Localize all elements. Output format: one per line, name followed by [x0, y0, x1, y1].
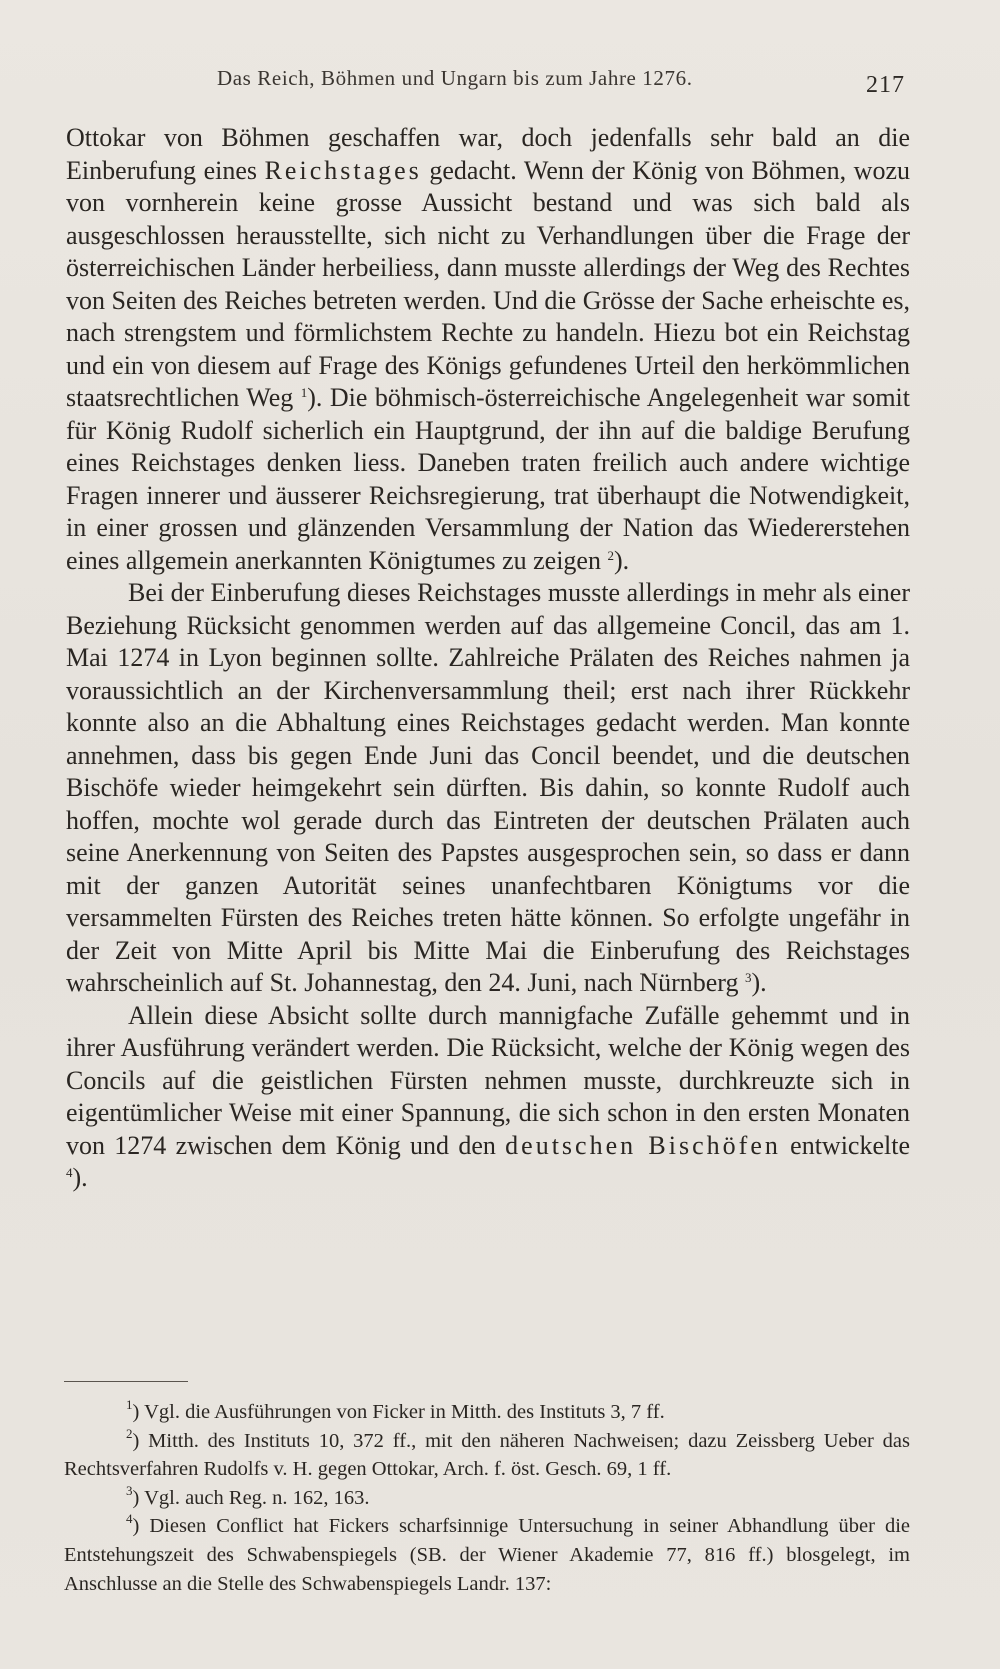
footnote-text: ) Vgl. auch Reg. n. 162, 163.	[132, 1486, 370, 1509]
footnote-ref-1: 1	[300, 385, 308, 400]
paragraph-2-text: Bei der Einberufung dieses Reichstages musste allerdings in mehr als einer Beziehung Rücksicht genommen werden auf das allgemeine Concil, das am 1. Mai 1274 in Lyon beginnen sollte. Zahlreiche Prälaten des Reiches nahmen ja voraussichtlich an der Kirchenversammlung theil; erst nach ihrer Rückkehr konnte also an die Abhaltung eines Reichstages gedacht werden. Man konnte annehmen, dass bis gegen Ende Juni das Concil beendet, und die deutschen Bischöfe wieder heimgekehrt sein dürften. Bis dahin, so konnte Rudolf auch hoffen, mochte wol gerade durch das Eintreten der deutschen Prälaten auch seine Anerkennung von Seiten des Papstes ausgesprochen sein, so dass er dann mit der ganzen Autorität seines unanfechtbaren Königtums vor die versammelten Fürsten des Reiches treten hätte können. So erfolgte ungefähr in der Zeit von Mitte April bis Mitte Mai die Einberufung des Reichstages wahrscheinlich auf St. Johannestag, den 24. Juni, nach Nürnberg	[66, 578, 910, 997]
footnote-4	[64, 1512, 910, 1598]
paragraph-1-text: gedacht. Wenn der König von Böhmen, wozu von vornherein keine grosse Aussicht bestand und was sich bald als ausgeschlossen herausstellte, sich nicht zu Verhandlungen über die Frage der österreichischen Länder herbeiliess, dann musste allerdings der Weg des Rechtes von Seiten des Reiches betreten werden. Und die Grösse der Sache erheischte es, nach strengstem und förmlichstem Rechte zu handeln. Hiezu bot ein Reichstag und ein von diesem auf Frage des Königs gefundenes Urteil den herkömmlichen staatsrechtlichen Weg	[66, 155, 910, 412]
footnote-ref-4: 4	[66, 1165, 73, 1180]
paragraph-1-text: ). Die böhmisch-österreichische Angelegenheit war somit für König Rudolf sicherlich ein Hauptgrund, der ihn auf die baldige Berufung eines Reichstages denken liess. Daneben traten freilich auch andere wichtige Fragen innerer und äusserer Reichsregierung, trat überhaupt die Notwendigkeit, in einer grossen und glänzenden Versammlung der Nation das Wiedererstehen eines allgemein anerkannten Königtumes zu zeigen	[66, 383, 910, 575]
footnote-text: ) Vgl. die Ausführungen von Ficker in Mitth. des Instituts 3, 7 ff.	[132, 1401, 665, 1423]
footnote-mark: 2	[126, 1425, 133, 1441]
paragraph-1-text: ).	[613, 545, 630, 575]
footnote-mark: 1	[126, 1397, 133, 1412]
running-head	[0, 66, 1000, 106]
footnote-mark: 4	[126, 1511, 133, 1527]
footnote-3	[64, 1484, 910, 1513]
footnote-text: ) Mitth. des Instituts 10, 372 ff., mit den näheren Nachweisen; dazu Zeissberg Ueber das Rechtsverfahren Rudolfs v. H. gegen Ottokar, Arch. f. öst. Gesch. 69, 1 ff.	[64, 1429, 910, 1481]
paragraph-3	[66, 1000, 910, 1195]
paragraph-2-text: ).	[751, 968, 767, 997]
footnotes	[64, 1398, 910, 1598]
paragraph-2	[66, 577, 910, 1000]
body-text	[66, 122, 910, 1195]
footnote-1	[64, 1398, 910, 1427]
footnote-ref-2: 2	[607, 547, 614, 563]
page-number: 217	[866, 72, 905, 98]
paragraph-3-text: entwickelte	[780, 1130, 910, 1160]
paragraph-3-text: Allein diese Absicht sollte durch mannigfache Zufälle gehemmt und in ihrer Ausführung verändert werden. Die Rücksicht, welche der König wegen des Concils auf die geistlichen Fürsten nehmen musste, durchkreuzte sich in eigentümlicher Weise mit einer Spannung, die sich schon in den ersten Monaten von 1274 zwischen dem König und den	[66, 1000, 910, 1160]
footnote-2	[64, 1427, 910, 1484]
footnote-ref-3: 3	[744, 970, 752, 985]
footnote-mark: 3	[126, 1482, 133, 1498]
emphasis-deutschen-bischoefen: deutschen Bischöfen	[505, 1130, 781, 1160]
footnote-text: ) Diesen Conflict hat Fickers scharfsinnige Untersuchung in seiner Abhandlung über die Entstehungszeit des Schwabenspiegels (SB. der Wiener Akademie 77, 816 ff.) blosgelegt, im Anschlusse an die Stelle des Schwabenspiegels Landr. 137:	[64, 1515, 910, 1595]
footnote-divider	[64, 1381, 188, 1382]
paragraph-3-text: ).	[72, 1163, 88, 1192]
paragraph-1-text: Ottokar von Böhmen geschaffen war, doch jedenfalls sehr bald an die Einberufung eines	[66, 123, 910, 185]
emphasis-reichstages: Reichstages	[264, 155, 422, 185]
paragraph-1	[66, 122, 910, 577]
running-title: Das Reich, Böhmen und Ungarn bis zum Jahre 1276.	[217, 66, 693, 90]
